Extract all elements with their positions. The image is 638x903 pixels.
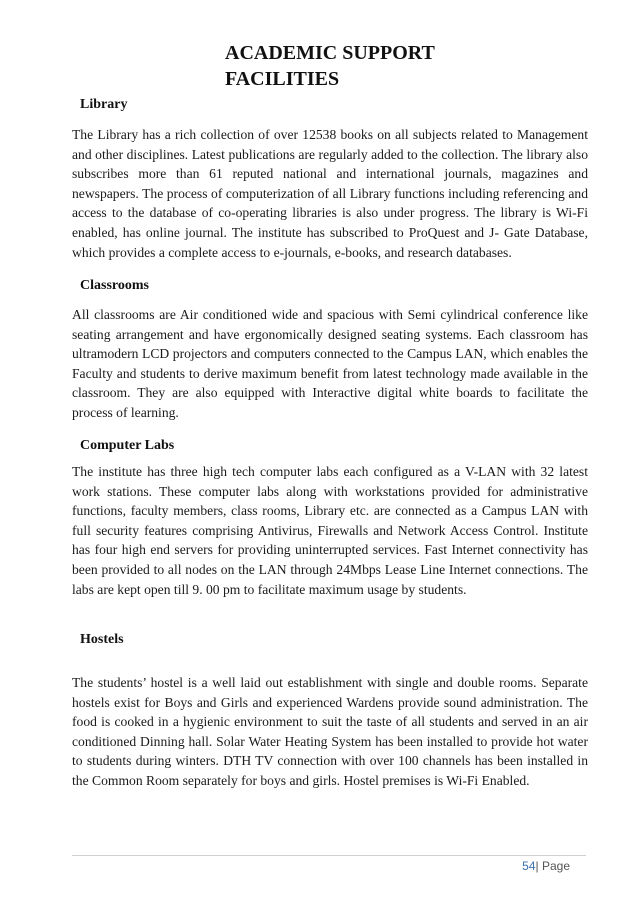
footer-divider [72, 855, 586, 856]
section-heading-computer-labs: Computer Labs [80, 438, 175, 453]
section-heading-classrooms: Classrooms [80, 278, 149, 293]
page-label: Page [541, 859, 570, 873]
section-text-hostels: The students’ hostel is a well laid out establishment with single and double rooms. Separate hostels exist for Boys and Girls and experienced Wardens provide sound administration. The food is cooked in a hygienic environment to suit the taste of all students and served in an air conditioned Dinning hall. Solar Water Heating System has been installed to provide hot water to students during winters. DTH TV connection with over 100 channels has been installed in the Common Room separately for boys and girls. Hostel premises is Wi-Fi Enabled. [72, 675, 588, 788]
section-text-classrooms: All classrooms are Air conditioned wide and spacious with Semi cylindrical conference like seating arrangement and have ergonomically designed seating systems. Each classroom has ultramodern LCD projectors and computers connected to the Campus LAN, which enables the Faculty and students to derive maximum benefit from latest technology made available in the classroom. They are also equipped with Interactive digital white boards to facilitate the process of learning. [72, 307, 588, 420]
section-text-computer-labs: The institute has three high tech computer labs each configured as a V-LAN with 32 latest work stations. These computer labs along with workstations provided for administrative functions, faculty members, class rooms, Library etc. are connected as a Campus LAN with full security features comprising Antivirus, Firewalls and Network Access Control. Institute has four high end servers for providing uninterrupted services. Fast Internet connectivity has been provided to all nodes on the LAN through 24Mbps Lease Line Internet connections. The labs are kept open till 9. 00 pm to facilitate maximum usage by students. [72, 464, 588, 597]
page-title-line-1: ACADEMIC SUPPORT [225, 42, 435, 64]
page-number: 54 [522, 859, 536, 873]
section-text-library: The Library has a rich collection of over 12538 books on all subjects related to Management and other disciplines. Latest publications are regularly added to the collection. The library also subscribes more than 61 reputed national and international journals, magazines and newspapers. The process of computerization of all Library functions including referencing and access to the database of co-operating libraries is also under progress. The library is Wi-Fi enabled, has online journal. The institute has subscribed to ProQuest and J- Gate Database, which provides a complete access to e-journals, e-books, and research databases. [72, 127, 588, 260]
section-heading-hostels: Hostels [80, 632, 124, 647]
page-title [225, 40, 435, 92]
footer-separator: | [535, 859, 539, 873]
page-footer [522, 859, 570, 873]
page-title-line-2: FACILITIES [225, 68, 340, 90]
section-heading-library: Library [80, 97, 128, 112]
